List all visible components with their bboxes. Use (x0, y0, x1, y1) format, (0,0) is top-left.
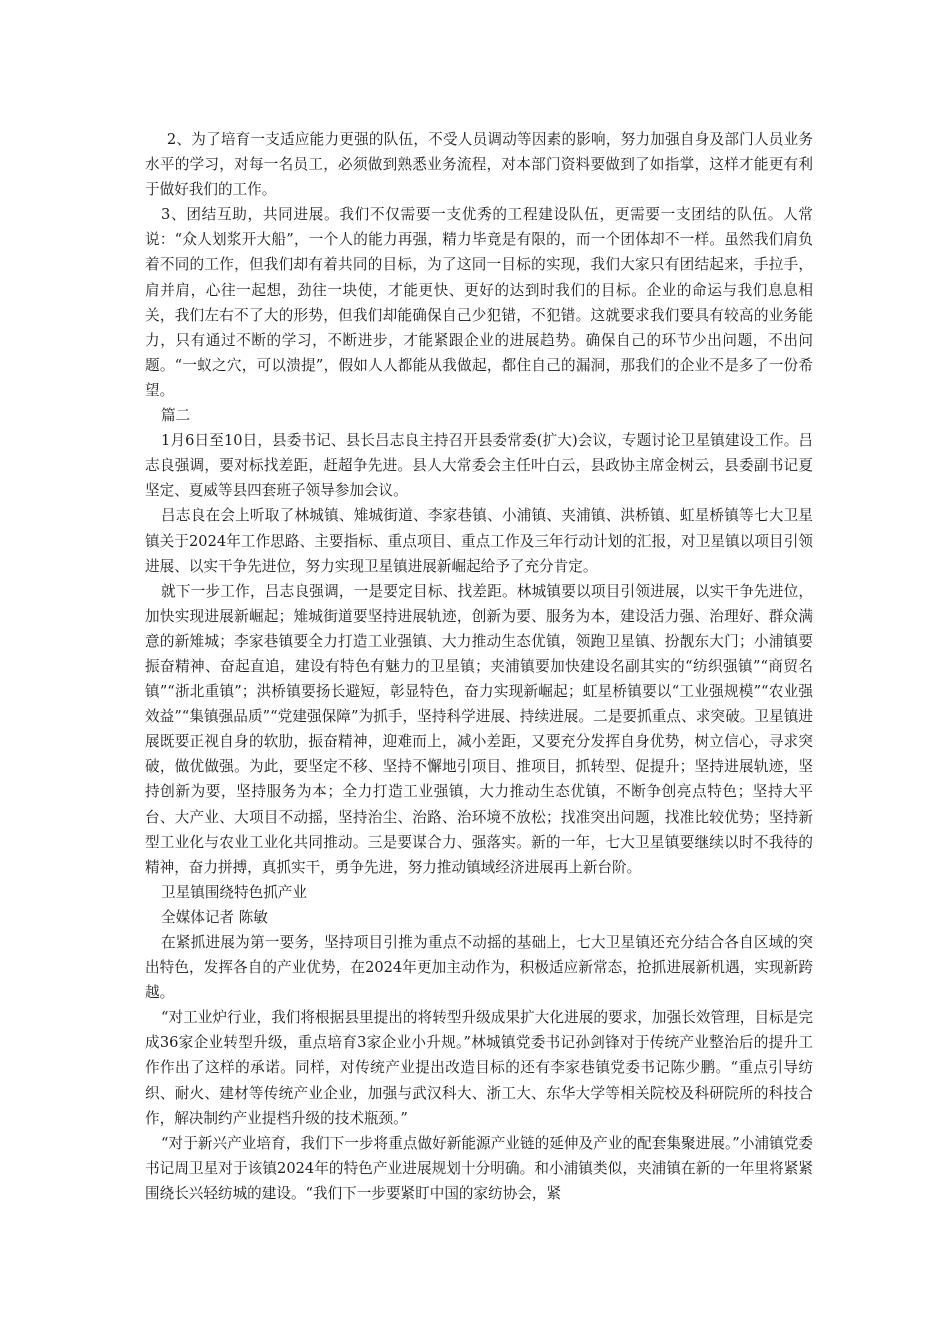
paragraph-town-reports: 吕志良在会上听取了林城镇、雉城街道、李家巷镇、小浦镇、夹浦镇、洪桥镇、虹星桥镇等七大卫星镇关于2024年工作思路、主要指标、重点项目、重点工作及三年行动计划的汇报，对卫星镇以项目引领进展、以实干争先进位，努力实现卫星镇进展新崛起给予了充分肯定。 (145, 507, 813, 575)
article-byline: 全媒体记者 陈敏 (161, 908, 268, 926)
paragraph-meeting-intro: 1月6日至10日，县委书记、县长吕志良主持召开县委常委(扩大)会议，专题讨论卫星镇建设工作。吕志良强调，要对标找差距，赶超争先进。县人大常委会主任叶白云，县政协主席金树云，县委副书记夏坚定、夏威等县四套班子领导参加会议。 (145, 432, 813, 500)
paragraph-emerging-industry: “对于新兴产业培育，我们下一步将重点做好新能源产业链的延伸及产业的配套集聚进展。”小浦镇党委书记周卫星对于该镇2024年的特色产业进展规划十分明确。和小浦镇类似，夹浦镇在新的一年里将紧紧围绕长兴轻纺城的建设。“我们下一步要紧盯中国的家纺协会，紧 (145, 1134, 813, 1202)
article-title: 卫星镇围绕特色抓产业 (161, 883, 307, 901)
paragraph-teamwork: 3、团结互助，共同进展。我们不仅需要一支优秀的工程建设队伍，更需要一支团结的队伍。人常说：“众人划浆开大船”，一个人的能力再强，精力毕竟是有限的，而一个团体却不一样。虽然我们肩负着不同的工作，但我们却有着共同的目标，为了这同一目标的实现，我们大家只有团结起来，手拉手，肩并肩，心往一起想，劲往一块使，才能更快、更好的达到时我们的目标。企业的命运与我们息息相关，我们左右不了大的形势，但我们却能确保自己少犯错，不犯错。这就要求我们要具有较高的业务能力，只有通过不断的学习，不断进步，才能紧跟企业的进展趋势。确保自己的环节少出问题，不出问题。“一蚁之穴，可以溃提”，假如人人都能从我做起，都住自己的漏洞，那我们的企业不是多了一份希望。 (145, 206, 813, 399)
section-heading-part-two: 篇二 (161, 407, 191, 425)
paragraph-team-training: 2、为了培育一支适应能力更强的队伍，不受人员调动等因素的影响，努力加强自身及部门人员业务水平的学习，对每一名员工，必须做到熟悉业务流程，对本部门资料要做到了如指掌，这样才能更有利于做好我们的工作。 (145, 131, 813, 199)
document-page (145, 127, 813, 1206)
paragraph-industry-intro: 在紧抓进展为第一要务，坚持项目引推为重点不动摇的基础上，七大卫星镇还充分结合各自区域的突出特色，发挥各自的产业优势，在2024年更加主动作为，积极适应新常态，抢抓进展新机遇，实现新跨越。 (145, 934, 813, 1002)
paragraph-traditional-industry: “对工业炉行业，我们将根据县里提出的将转型升级成果扩大化进展的要求，加强长效管理，目标是完成36家企业转型升级，重点培育3家企业小升规。”林城镇党委书记孙剑锋对于传统产业整治后的提升工作作出了这样的承诺。同样，对传统产业提出改造目标的还有李家巷镇党委书记陈少鹏。“重点引导纺织、耐火、建材等传统产业企业，加强与武汉科大、浙工大、东华大学等相关院校及科研院所的科技合作，解决制约产业提档升级的技术瓶颈。” (145, 1009, 813, 1127)
paragraph-next-steps: 就下一步工作，吕志良强调，一是要定目标、找差距。林城镇要以项目引领进展，以实干争先进位，加快实现进展新崛起；雉城街道要坚持进展轨迹，创新为要、服务为本，建设活力强、治理好、群众满意的新雉城；李家巷镇要全力打造工业强镇、大力推动生态优镇，领跑卫星镇、扮靓东大门；小浦镇要振奋精神、奋起直追，建设有特色有魅力的卫星镇；夹浦镇要加快建设名副其实的“纺织强镇”“商贸名镇”“浙北重镇”；洪桥镇要扬长避短，彰显特色，奋力实现新崛起；虹星桥镇要以“工业强规模”“农业强效益”“集镇强品质”“党建强保障”为抓手，坚持科学进展、持续进展。二是要抓重点、求突破。卫星镇进展既要正视自身的软肋，振奋精神，迎难而上，减小差距，又要充分发挥自身优势，树立信心，寻求突破，做优做强。为此，要坚定不移、坚持不懈地引项目、推项目，抓转型、促提升；坚持进展轨迹，坚持创新为要，坚持服务为本；全力打造工业强镇，大力推动生态优镇，不断争创亮点特色；坚持大平台、大产业、大项目不动摇，坚持治尘、治路、治环境不放松；找准突出问题，找准比较优势；坚持新型工业化与农业工业化共同推动。三是要谋合力、强落实。新的一年，七大卫星镇要继续以时不我待的精神，奋力拼搏，真抓实干，勇争先进，努力推动镇域经济进展再上新台阶。 (145, 582, 813, 876)
